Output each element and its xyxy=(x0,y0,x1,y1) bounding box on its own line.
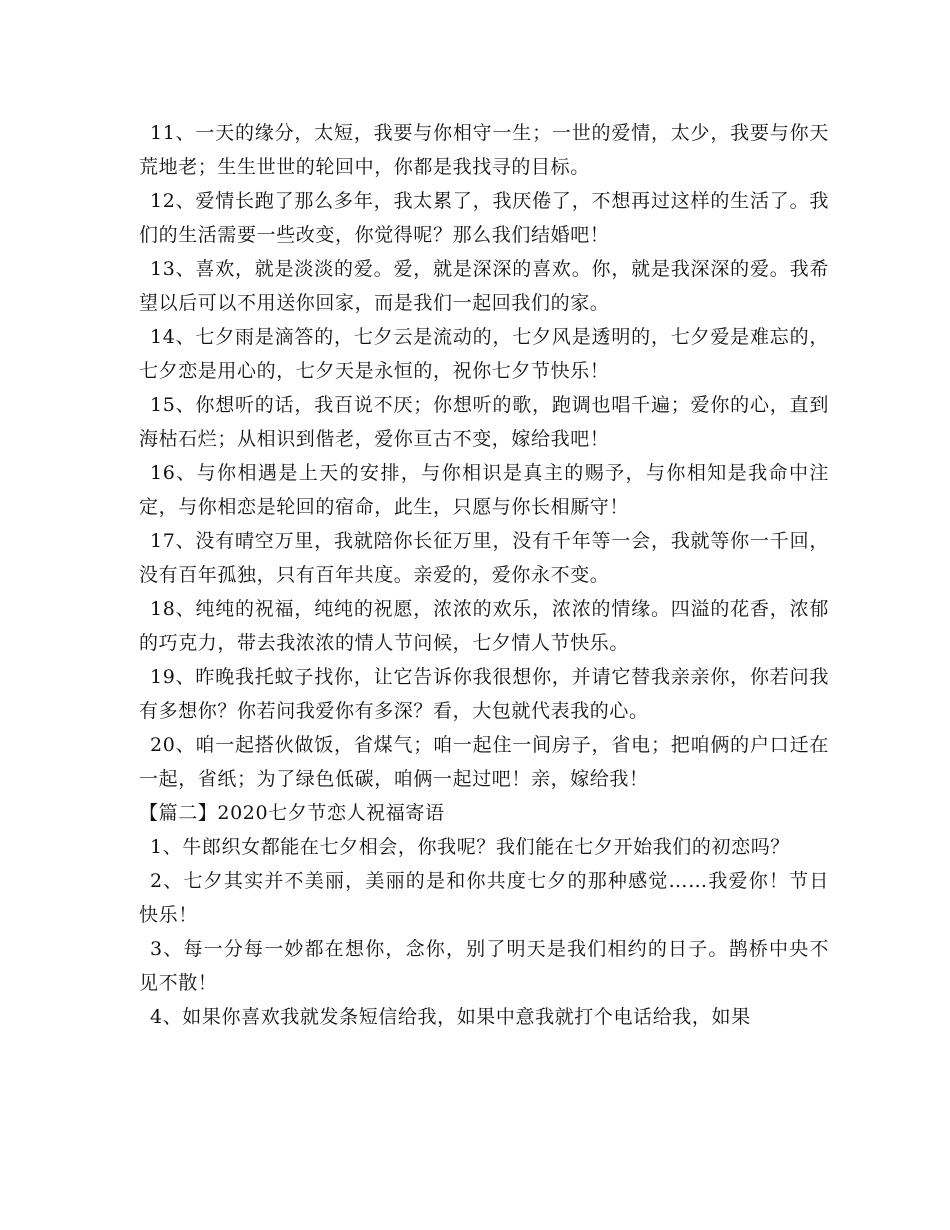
paragraph-16: 16、与你相遇是上天的安排，与你相识是真主的赐予，与你相知是我命中注定，与你相恋是轮回的宿命，此生，只愿与你长相厮守！ xyxy=(139,462,829,518)
paragraph-20: 20、咱一起搭伙做饭，省煤气；咱一起住一间房子，省电；把咱俩的户口迁在一起，省纸；为了绿色低碳，咱俩一起过吧！亲，嫁给我！ xyxy=(139,734,829,790)
paragraph-13: 13、喜欢，就是淡淡的爱。爱，就是深深的喜欢。你，就是我深深的爱。我希望以后可以不用送你回家，而是我们一起回我们的家。 xyxy=(139,258,829,314)
section-paragraph-2: 2、七夕其实并不美丽，美丽的是和你共度七夕的那种感觉……我爱你！节日快乐！ xyxy=(139,870,829,926)
section-paragraph-3: 3、每一分每一妙都在想你，念你，别了明天是我们相约的日子。鹊桥中央不见不散！ xyxy=(139,938,829,994)
paragraph-14: 14、七夕雨是滴答的，七夕云是流动的，七夕风是透明的，七夕爱是难忘的，七夕恋是用心的，七夕天是永恒的，祝你七夕节快乐！ xyxy=(139,326,829,382)
section-paragraph-4: 4、如果你喜欢我就发条短信给我，如果中意我就打个电话给我，如果 xyxy=(150,1006,751,1028)
paragraph-18: 18、纯纯的祝福，纯纯的祝愿，浓浓的欢乐，浓浓的情缘。四溢的花香，浓郁的巧克力，带去我浓浓的情人节问候，七夕情人节快乐。 xyxy=(139,598,829,654)
document-body xyxy=(139,116,829,1034)
paragraph-12: 12、爱情长跑了那么多年，我太累了，我厌倦了，不想再过这样的生活了。我们的生活需要一些改变，你觉得呢？那么我们结婚吧！ xyxy=(139,190,829,246)
paragraph-15: 15、你想听的话，我百说不厌；你想听的歌，跑调也唱千遍；爱你的心，直到海枯石烂；从相识到偕老，爱你亘古不变，嫁给我吧！ xyxy=(139,394,829,450)
paragraph-17: 17、没有晴空万里，我就陪你长征万里，没有千年等一会，我就等你一千回，没有百年孤独，只有百年共度。亲爱的，爱你永不变。 xyxy=(139,530,829,586)
section-paragraph-1: 1、牛郎织女都能在七夕相会，你我呢？我们能在七夕开始我们的初恋吗？ xyxy=(150,836,790,858)
paragraph-11: 11、一天的缘分，太短，我要与你相守一生；一世的爱情，太少，我要与你天荒地老；生生世世的轮回中，你都是我找寻的目标。 xyxy=(139,122,829,178)
section-heading: 【篇二】2020七夕节恋人祝福寄语 xyxy=(139,802,445,824)
paragraph-19: 19、昨晚我托蚊子找你，让它告诉你我很想你，并请它替我亲亲你，你若问我有多想你？你若问我爱你有多深？看，大包就代表我的心。 xyxy=(139,666,829,722)
